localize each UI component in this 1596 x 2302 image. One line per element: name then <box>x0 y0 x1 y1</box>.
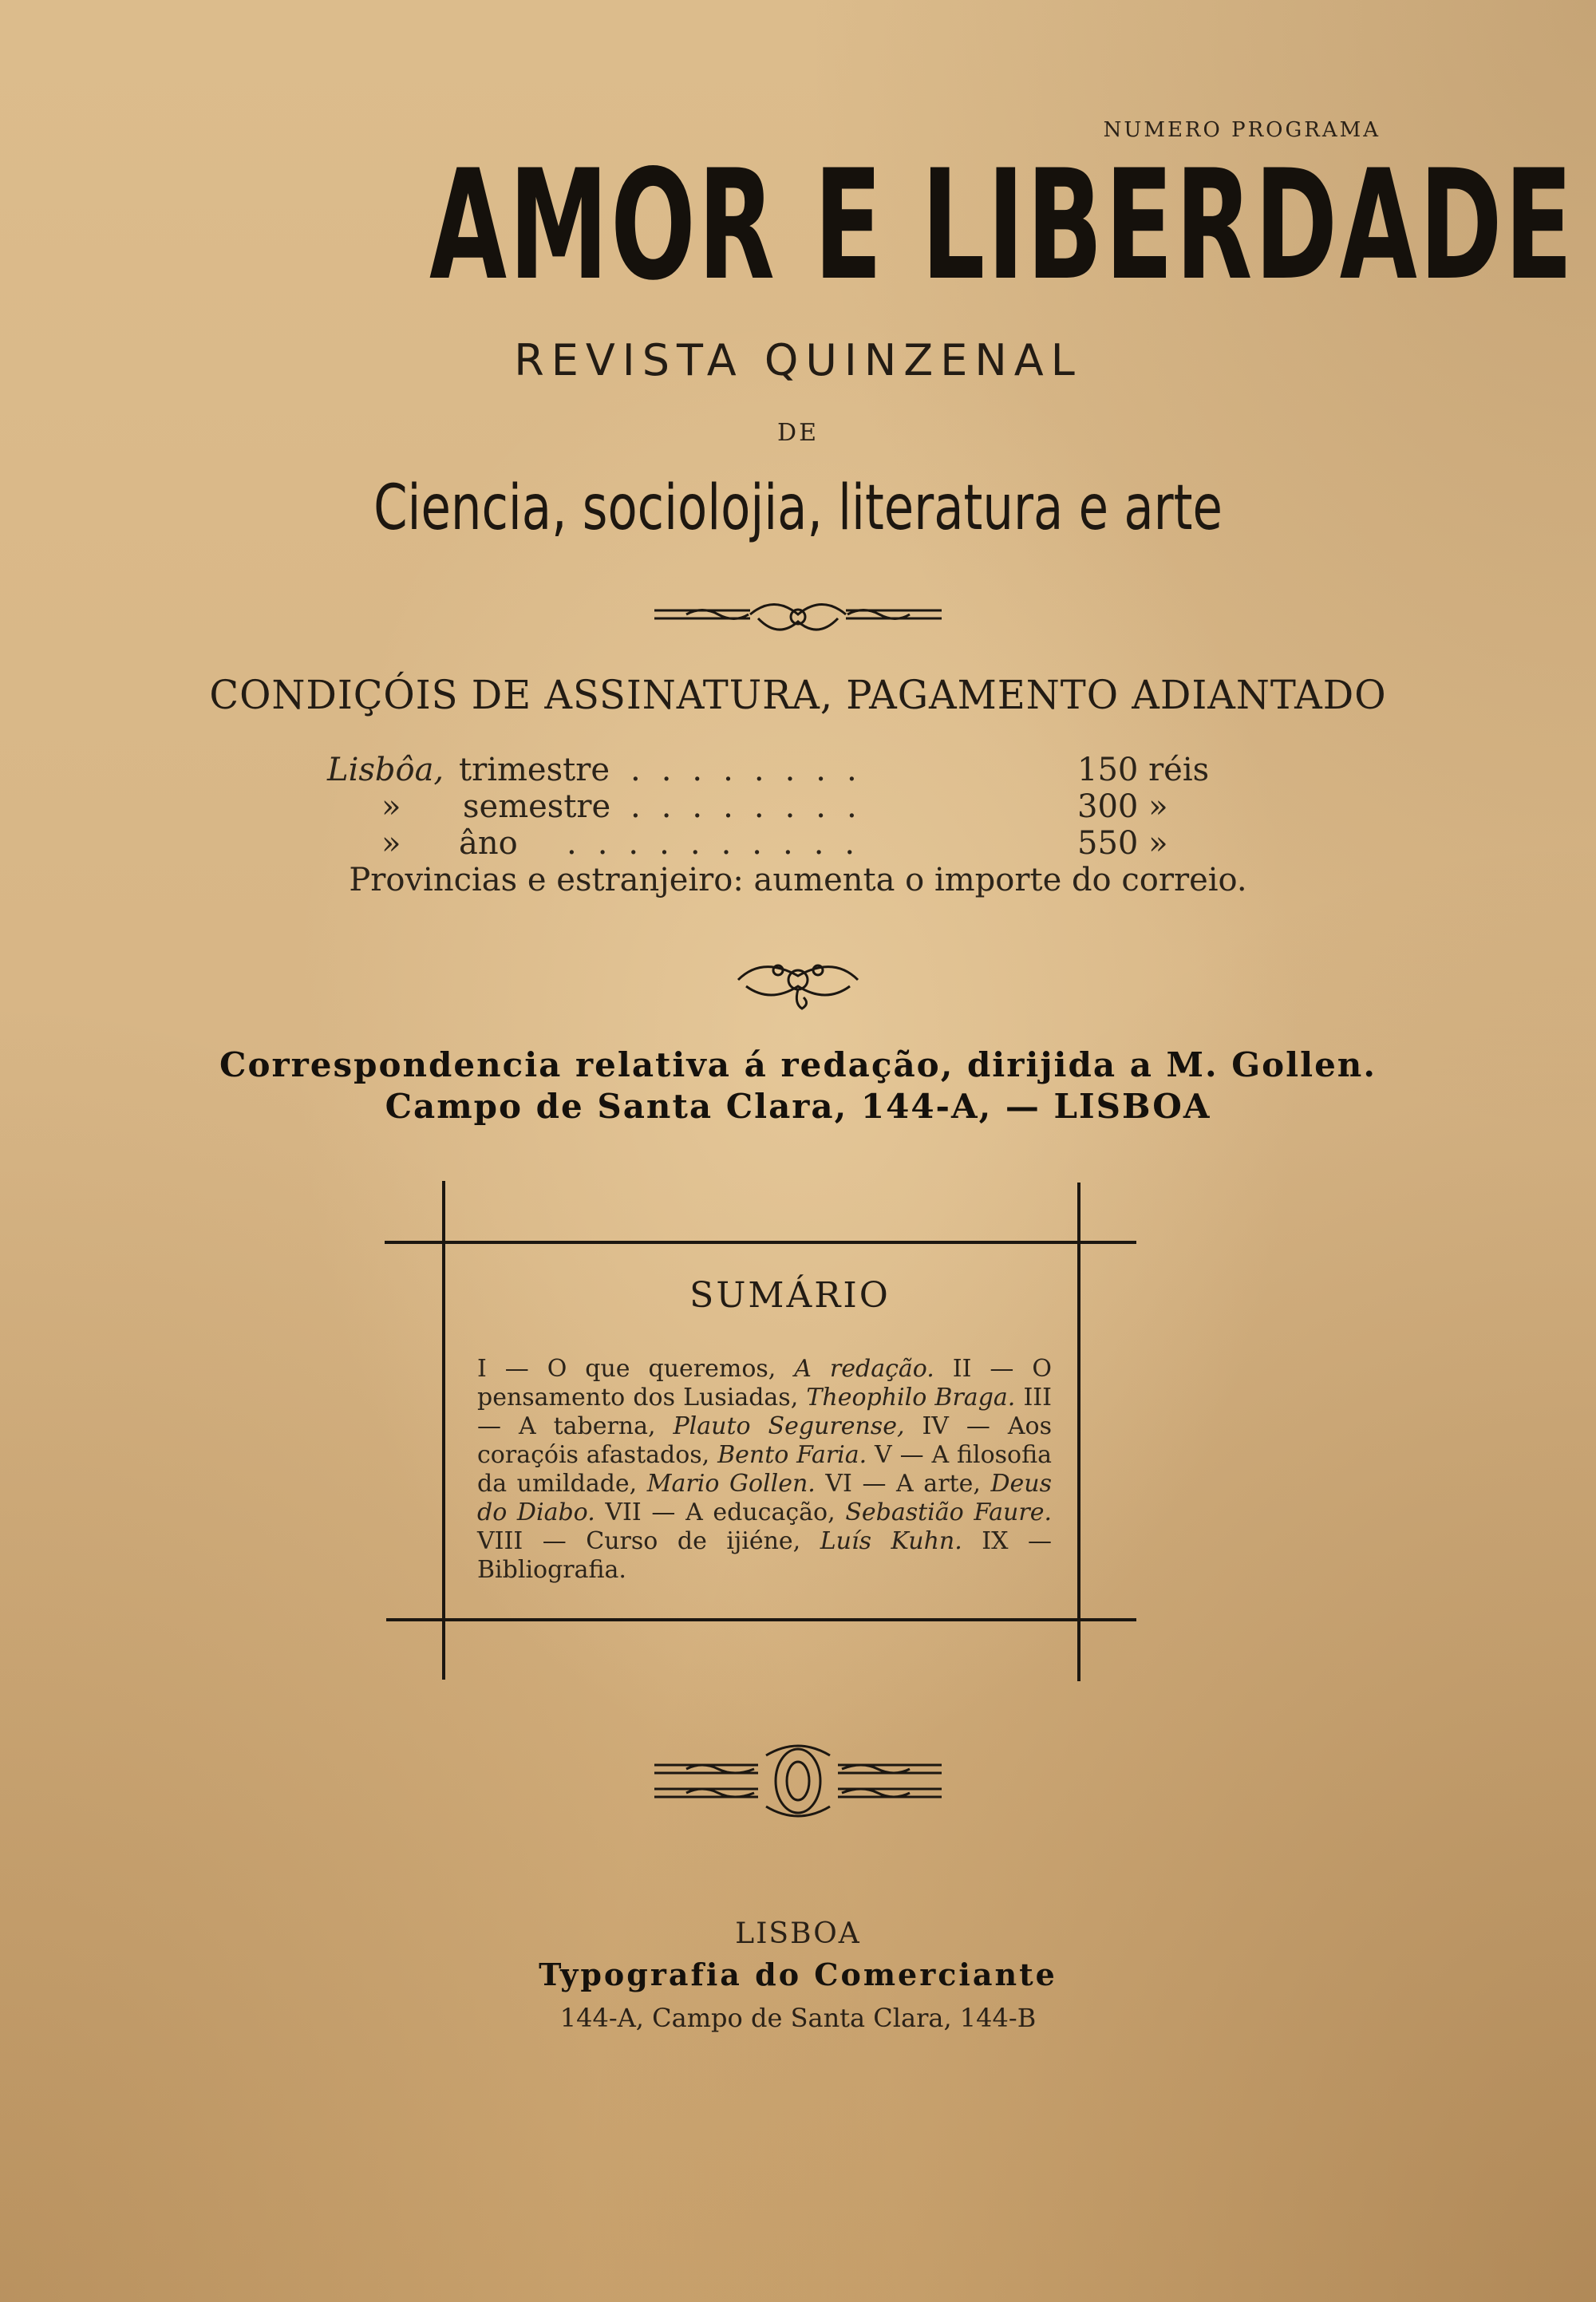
subscription-note: Provincias e estranjeiro: aumenta o importe do correio. <box>349 862 1247 898</box>
sumario-item-title: A taberna, <box>501 1412 674 1440</box>
sumario-author: Deus do Diabo. <box>477 1470 1052 1526</box>
sumario-author: Sebastião Faure. <box>845 1498 1052 1526</box>
sumario-item-title: Aos coraçóis afastados, <box>477 1412 1052 1469</box>
subscription-heading: CONDIÇÓIS DE ASSINATURA, PAGAMENTO ADIANTADO <box>209 672 1387 718</box>
sumario-item-title: O que queremos, <box>528 1355 795 1383</box>
price-term: âno <box>459 825 518 862</box>
sumario-number: I — <box>477 1355 529 1383</box>
correspondence-line-1: Correspondencia relativa á redação, dirijida a M. Gollen. <box>219 1045 1377 1084</box>
sumario-number: VII — <box>595 1498 676 1526</box>
sumario-title: SUMÁRIO <box>689 1275 891 1316</box>
price-leader: ........ <box>630 788 878 825</box>
footer-address: 144-A, Campo de Santa Clara, 144-B <box>559 2003 1037 2033</box>
sumario-number: IV — <box>904 1412 990 1440</box>
ornament-floral <box>0 948 1596 1017</box>
sumario-number: VI — <box>815 1470 887 1498</box>
sumario-author: Mario Gollen. <box>646 1470 816 1498</box>
ornament-divider-2 <box>0 1739 1596 1826</box>
box-rule-bottom <box>386 1618 1136 1621</box>
subtitle: REVISTA QUINZENAL <box>514 335 1082 385</box>
sumario-author: Bento Faria. <box>717 1441 867 1469</box>
masthead-title: AMOR E LIBERDADE <box>429 137 1575 314</box>
price-value: 150 réis <box>1077 752 1210 788</box>
sumario-author: Luís Kuhn. <box>820 1527 962 1555</box>
sumario-item-title: A filosofia da umildade, <box>477 1441 1052 1498</box>
price-leader: .......... <box>567 825 876 862</box>
price-value: 300 » <box>1077 788 1168 825</box>
footer-printer: Typografia do Comerciante <box>539 1957 1057 1992</box>
sumario-number: VIII — <box>477 1527 567 1555</box>
sumario-number: III — <box>477 1384 1053 1440</box>
subtitle-de: DE <box>777 419 819 447</box>
ditto-mark: » <box>381 825 401 862</box>
correspondence-line-2: Campo de Santa Clara, 144-A, — LISBOA <box>385 1087 1211 1126</box>
sumario-list <box>477 1355 1052 1585</box>
box-rule-right <box>1077 1183 1080 1681</box>
sumario-item-title: A arte, <box>886 1470 991 1498</box>
sumario-author: Plauto Segurense, <box>673 1412 905 1440</box>
sumario-number: V — <box>867 1441 924 1469</box>
sumario-item-title: O pensamento dos Lusiadas, <box>477 1355 1052 1412</box>
footer-city: LISBOA <box>735 1917 861 1950</box>
box-rule-top <box>385 1241 1136 1244</box>
price-location: Lisbôa, <box>327 752 444 788</box>
price-row <box>327 752 1213 792</box>
price-leader: ........ <box>630 752 878 788</box>
price-row <box>327 788 1213 828</box>
sumario-item-title: A educação, <box>675 1498 846 1526</box>
price-term: trimestre <box>459 752 610 788</box>
sumario-number: IX — <box>962 1527 1052 1555</box>
sumario-author: A redação. <box>794 1355 934 1383</box>
issue-label: NUMERO PROGRAMA <box>1103 118 1381 142</box>
price-value: 550 » <box>1077 825 1168 862</box>
price-term: semestre <box>463 788 611 825</box>
price-row <box>327 825 1213 865</box>
ornament-divider-1 <box>0 594 1596 642</box>
sumario-item-title: Curso de ijiéne, <box>566 1527 820 1555</box>
ditto-mark: » <box>381 788 401 825</box>
box-rule-left <box>442 1181 445 1680</box>
topics-line: Ciencia, sociolojia, literatura e arte <box>373 472 1223 544</box>
sumario-author: Theophilo Braga. <box>806 1384 1016 1412</box>
sumario-number: II — <box>934 1355 1014 1383</box>
sumario-item-title: Bibliografia. <box>477 1556 626 1584</box>
